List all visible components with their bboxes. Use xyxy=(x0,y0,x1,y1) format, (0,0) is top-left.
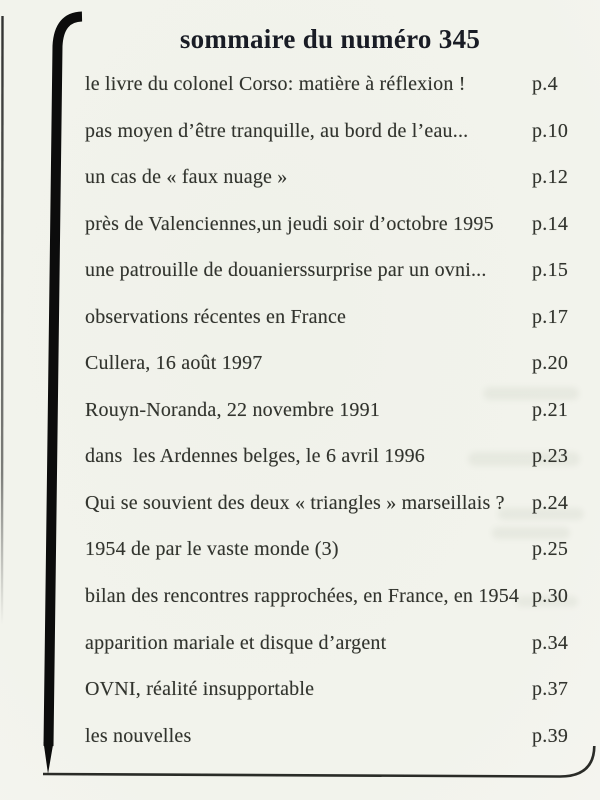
toc-item-title: pas moyen d’être tranquille, au bord de l’eau... xyxy=(85,119,469,142)
toc-item-title: près de Valenciennes,un jeudi soir d’octobre 1995 xyxy=(85,212,494,235)
toc-item-page: p.17 xyxy=(532,305,569,328)
toc-item-title: 1954 de par le vaste monde (3) xyxy=(85,538,339,561)
toc-row xyxy=(85,351,590,398)
toc-item-title: Rouyn-Noranda, 22 novembre 1991 xyxy=(85,398,381,421)
toc-item-title: apparition mariale et disque d’argent xyxy=(85,631,387,654)
toc-item-page: p.15 xyxy=(532,259,569,282)
toc-row xyxy=(85,724,590,771)
toc-item-page: p.20 xyxy=(532,352,569,375)
toc-row xyxy=(85,584,590,631)
page-title: sommaire du numéro 345 xyxy=(179,24,481,54)
toc-row xyxy=(85,398,590,445)
toc-row xyxy=(85,165,590,212)
toc-item-page: p.14 xyxy=(532,212,569,235)
toc-row xyxy=(85,444,590,491)
toc-item-page: p.23 xyxy=(532,445,569,468)
toc-item-title: les nouvelles xyxy=(85,724,192,747)
toc-item-page: p.21 xyxy=(532,398,569,421)
toc-item-title: bilan des rencontres rapprochées, en France, en 1954 xyxy=(85,585,520,608)
toc-item-page: p.25 xyxy=(532,538,569,561)
toc-row xyxy=(85,305,590,352)
toc-item-title: observations récentes en France xyxy=(85,305,347,328)
toc-row xyxy=(85,119,590,166)
toc-list xyxy=(85,72,590,770)
toc-row xyxy=(85,631,590,678)
toc-row xyxy=(85,212,590,259)
toc-item-title: OVNI, réalité insupportable xyxy=(85,678,315,701)
toc-item-title: un cas de « faux nuage » xyxy=(85,166,288,189)
toc-item-page: p.4 xyxy=(532,73,558,95)
toc-item-title: Cullera, 16 août 1997 xyxy=(85,352,263,375)
toc-item-page: p.24 xyxy=(532,491,569,514)
toc-item-title: une patrouille de douanierssurprise par un ovni... xyxy=(85,259,487,282)
toc-row xyxy=(85,72,590,119)
toc-row xyxy=(85,258,590,305)
left-thin-rule xyxy=(2,16,3,625)
toc-row xyxy=(85,537,590,584)
toc-row xyxy=(85,491,590,538)
toc-item-page: p.30 xyxy=(532,585,569,608)
toc-item-title: Qui se souvient des deux « triangles » marseillais ? xyxy=(85,491,505,514)
left-border-tip xyxy=(44,742,54,774)
left-thick-border xyxy=(49,17,83,747)
toc-item-page: p.10 xyxy=(532,119,569,142)
toc-item-page: p.37 xyxy=(532,678,569,701)
toc-item-title: dans les Ardennes belges, le 6 avril 1996 xyxy=(85,445,425,468)
toc-item-title: le livre du colonel Corso: matière à réflexion ! xyxy=(85,73,466,95)
toc-row xyxy=(85,677,590,724)
toc-item-page: p.39 xyxy=(532,724,569,747)
toc-item-page: p.12 xyxy=(532,166,569,189)
toc-item-page: p.34 xyxy=(532,631,569,654)
